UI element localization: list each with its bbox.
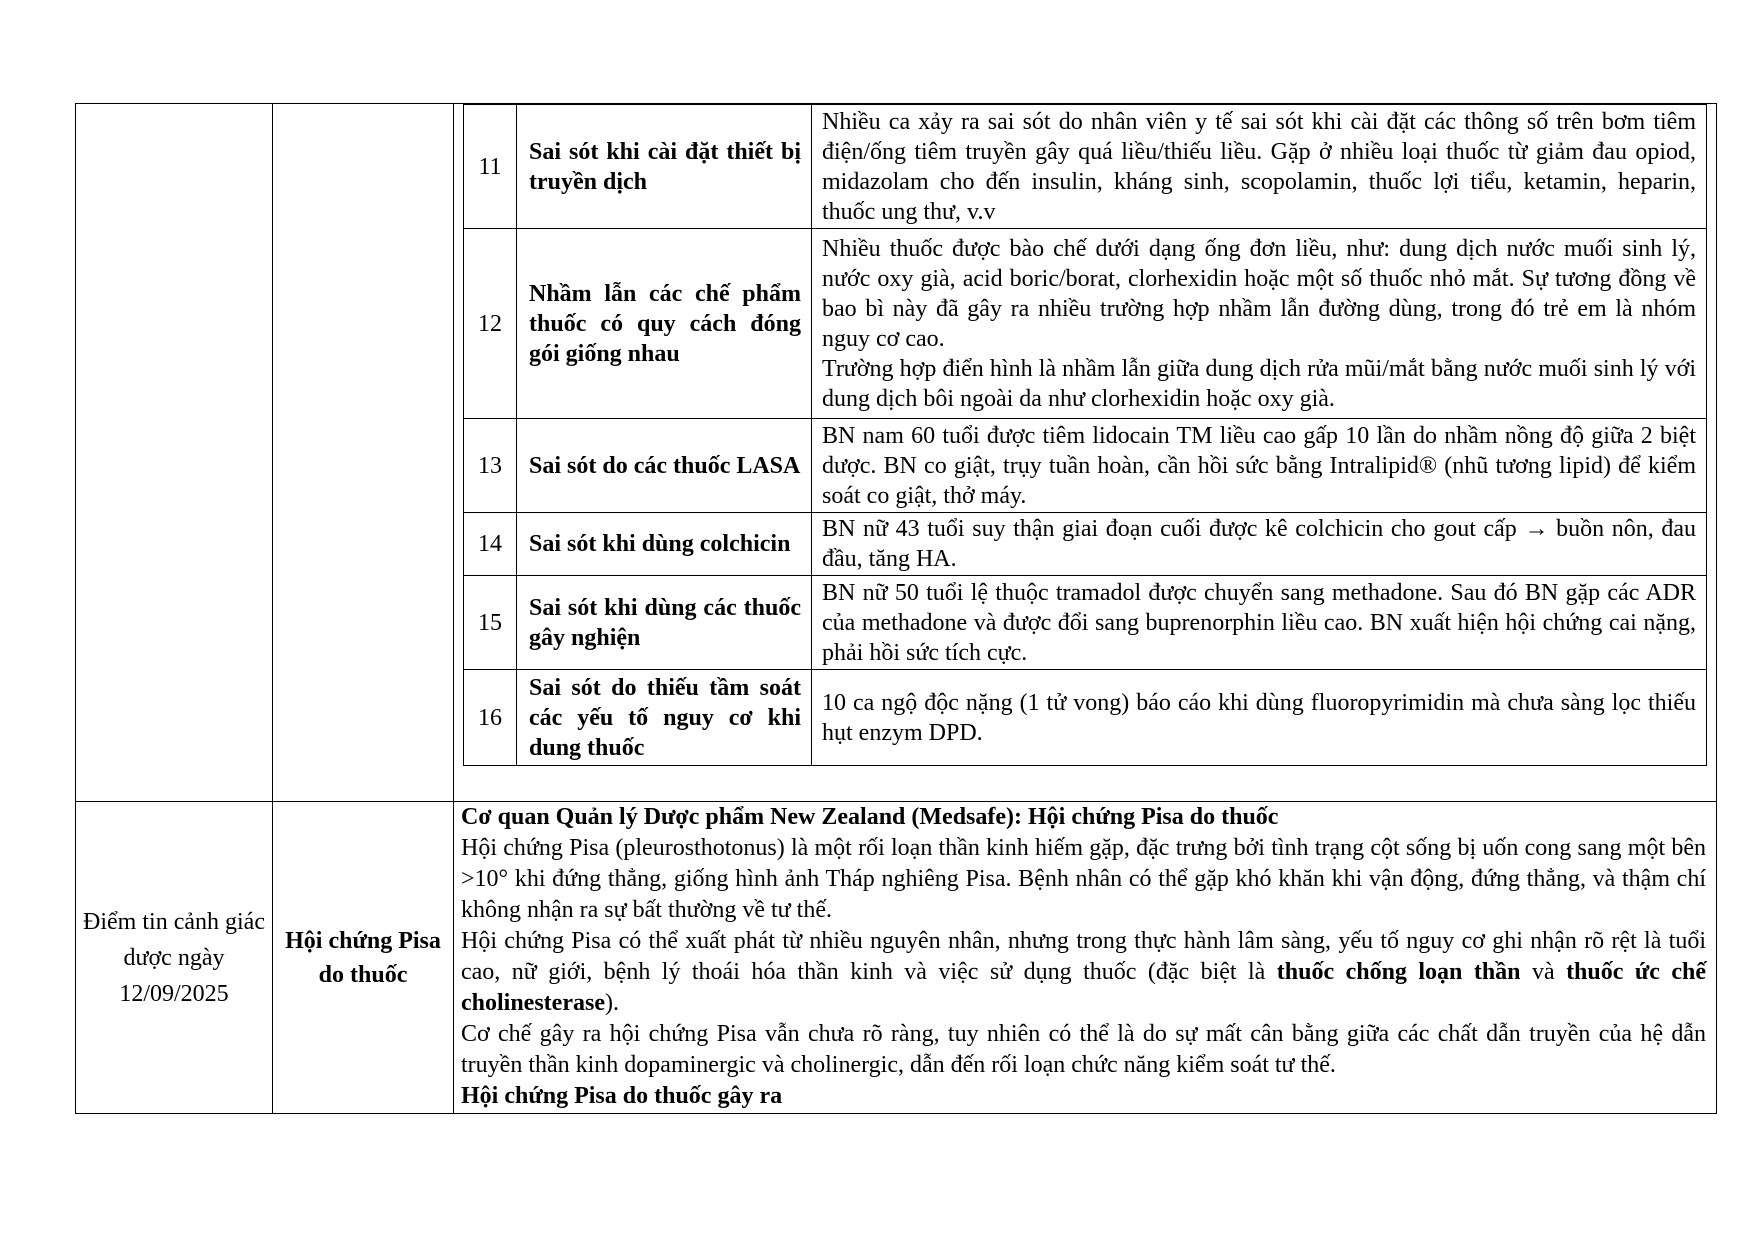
incident-description-para: Nhiều thuốc được bào chế dưới dạng ống đơn liều, như: dung dịch nước muối sinh lý, nước oxy già, acid boric/borat, clorhexidin hoặc một số thuốc nhỏ mắt. Sự tương đồng về bao bì này đã gây ra nhiều trường hợp nhầm lẫn đường dùng, trong đó trẻ em là nhóm nguy cơ cao. (822, 235, 1696, 352)
incident-title: Sai sót do các thuốc LASA (517, 419, 812, 513)
content-cell (454, 104, 1717, 802)
incident-table (463, 104, 1707, 766)
bulletin-paragraph: Cơ chế gây ra hội chứng Pisa vẫn chưa rõ ràng, tuy nhiên có thể là do sự mất cân bằng giữa các chất dẫn truyền của hệ dẫn truyền thần kinh dopaminergic và cholinergic, dẫn đến rối loạn chức năng kiểm soát tư thế. (461, 1021, 1706, 1078)
bulletin-subheading: Hội chứng Pisa do thuốc gây ra (461, 1083, 783, 1109)
bold-term: thuốc chống loạn thần (1276, 959, 1521, 985)
incident-title: Nhầm lẫn các chế phẩm thuốc có quy cách đóng gói giống nhau (517, 229, 812, 419)
text-run: Hội chứng Pisa có thể xuất phát từ nhiều nguyên nhân, nhưng trong thực hành lâm sàng, yếu tố nguy cơ ghi nhận rõ rệt là tuổi cao, nữ giới, bệnh lý thoái hóa thần kinh và việc sử dụng thuốc (đặc biệt là (461, 928, 1706, 985)
incident-description-para: Trường hợp điển hình là nhầm lẫn giữa dung dịch rửa mũi/mắt bằng nước muối sinh lý với dung dịch bôi ngoài da như clorhexidin hoặc oxy già. (822, 355, 1696, 412)
incident-description: BN nam 60 tuổi được tiêm lidocain TM liều cao gấp 10 lần do nhầm nồng độ giữa 2 biệt dược. BN co giật, trụy tuần hoàn, cần hồi sức bằng Intralipid® (nhũ tương lipid) để kiểm soát co giật, thở máy. (812, 419, 1707, 513)
incident-number: 14 (464, 513, 517, 576)
incident-title: Sai sót khi dùng colchicin (517, 513, 812, 576)
incident-title: Sai sót khi dùng các thuốc gây nghiện (517, 576, 812, 670)
incident-number: 12 (464, 229, 517, 419)
source-cell-empty (76, 104, 273, 802)
incident-number: 13 (464, 419, 517, 513)
bold-term: thuốc ức chế cholinesterase (461, 959, 1707, 1016)
incident-title: Sai sót khi cài đặt thiết bị truyền dịch (517, 105, 812, 229)
text-run: ). (604, 990, 619, 1016)
text-run: và (1520, 959, 1567, 985)
bulletin-paragraph (461, 926, 1706, 1019)
incident-row-15 (464, 576, 1707, 670)
incident-description: BN nữ 43 tuổi suy thận giai đoạn cuối được kê colchicin cho gout cấp → buồn nôn, đau đầu, tăng HA. (812, 513, 1707, 576)
incident-number: 11 (464, 105, 517, 229)
bulletin-heading: Cơ quan Quản lý Dược phẩm New Zealand (Medsafe): Hội chứng Pisa do thuốc (461, 804, 1279, 830)
incident-row-14 (464, 513, 1707, 576)
topic-cell-empty (273, 104, 454, 802)
incident-row-13 (464, 419, 1707, 513)
table-row (76, 104, 1717, 802)
bulletin-paragraph: Hội chứng Pisa (pleurosthotonus) là một rối loạn thần kinh hiếm gặp, đặc trưng bởi tình trạng cột sống bị uốn cong sang một bên >10° khi đứng thẳng, giống hình ảnh Tháp nghiêng Pisa. Bệnh nhân có thể gặp khó khăn khi vận động, đứng thẳng, và thậm chí không nhận ra sự bất thường về tư thế. (461, 835, 1706, 923)
table-row (76, 802, 1717, 1114)
incident-row-16 (464, 670, 1707, 766)
incident-description: 10 ca ngộ độc nặng (1 tử vong) báo cáo khi dùng fluoropyrimidin mà chưa sàng lọc thiếu hụt enzym DPD. (812, 670, 1707, 766)
bulletin-topic: Hội chứng Pisa do thuốc (273, 802, 454, 1114)
incident-number: 15 (464, 576, 517, 670)
bulletin-source: Điểm tin cảnh giác dược ngày 12/09/2025 (76, 802, 273, 1114)
bulletin-content (454, 802, 1717, 1114)
bulletin-table (75, 103, 1717, 1114)
incident-row-11 (464, 105, 1707, 229)
incident-number: 16 (464, 670, 517, 766)
incident-title: Sai sót do thiếu tầm soát các yếu tố nguy cơ khi dung thuốc (517, 670, 812, 766)
incident-row-12 (464, 229, 1707, 419)
incident-description: BN nữ 50 tuổi lệ thuộc tramadol được chuyển sang methadone. Sau đó BN gặp các ADR của methadone và được đổi sang buprenorphin liều cao. BN xuất hiện hội chứng cai nặng, phải hồi sức tích cực. (812, 576, 1707, 670)
incident-description (812, 229, 1707, 419)
incident-description: Nhiều ca xảy ra sai sót do nhân viên y tế sai sót khi cài đặt các thông số trên bơm tiêm điện/ống tiêm truyền gây quá liều/thiếu liều. Gặp ở nhiều loại thuốc từ giảm đau opiod, midazolam cho đến insulin, kháng sinh, scopolamin, thuốc lợi tiểu, ketamin, heparin, thuốc ung thư, v.v (812, 105, 1707, 229)
